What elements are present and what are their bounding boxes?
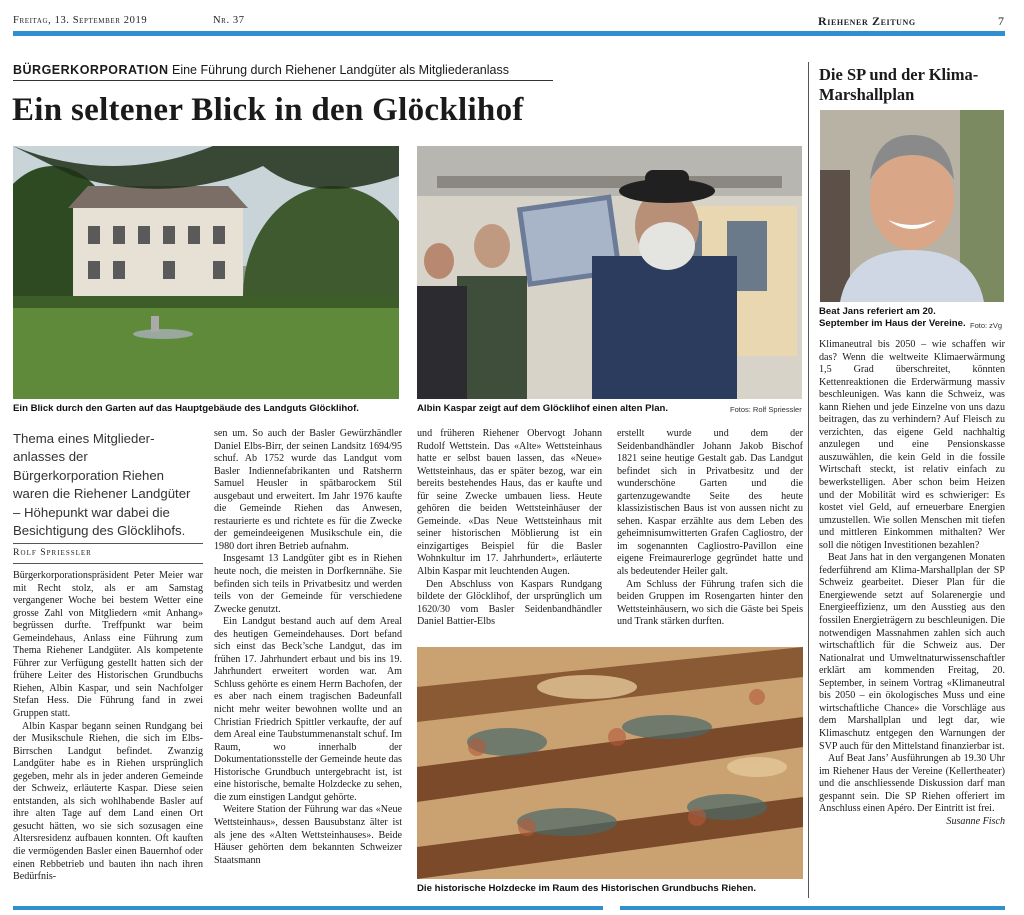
col3-paragraph: Den Abschluss von Kaspars Rundgang bildete der Glöcklihof, der ursprünglich um 1620/30 vom Basler Seidenbandhändler Daniel Battier-Elbs <box>417 578 602 628</box>
footer-rule-left <box>13 906 603 910</box>
sidebar-portrait <box>820 110 1004 302</box>
portrait-image <box>820 110 1004 302</box>
col2-paragraph: Insgesamt 13 Landgüter gibt es in Riehen heute noch, die meisten in Dorfkernnähe. Sie befinden sich teils in Privatbesitz und werden teils von der Gemeinde für verschiedene Zwecke genutzt. <box>214 553 402 615</box>
article-column-2 <box>214 428 402 894</box>
col4-paragraph: Am Schluss der Führung trafen sich die beiden Gruppen im Rosengarten hinter den Wettsteinhäusern, wo sich die Gäste bei Speis und Trank stärken durften. <box>617 578 803 628</box>
byline: Rolf Spriessler <box>13 547 92 558</box>
garden-photo-image <box>13 146 399 399</box>
article-column-1 <box>13 570 203 894</box>
photo-ceiling-caption: Die historische Holzdecke im Raum des Historischen Grundbuchs Riehen. <box>417 883 757 894</box>
ceiling-photo-image <box>417 647 803 879</box>
col2-paragraph: sen um. So auch der Basler Gewürzhändler Daniel Elbs-Birr, der seinen Landsitz 1694/95 schuf. Ab 1752 wurde das Landgut vom Basler Indiennefabrikanten und Ratsherrn Samuel Heusler in spätbarockem Stil ausgebaut und erweitert. Im Jahr 1976 kaufte die Gemeinde Riehen das Anwesen, restaurierte es und richtete es für die Zwecke der gemeindeeigenen Musikschule ein, die 1980 dort ihren Betrieb aufnahm. <box>214 428 402 552</box>
photo-kaspar-caption: Albin Kaspar zeigt auf dem Glöcklihof einen alten Plan. <box>417 403 669 414</box>
sidebar-paragraph: Beat Jans hat in den vergangenen Monaten federführend am Klima-Marshallplan der SP Schweiz gearbeitet. Dieser Plan für die Energiewende setzt auf Solarenergie und Energieeffizienz, um den Ausstieg aus den fossilen Energieträgern zu beschleunigen. Die notwendigen Massnahmen zahlen sich auch wirtschaftlich für die Schweiz aus. Der Nationalrat und Umweltnaturwissenschaftler erklärt am kommenden Freitag, 20. September, in seinem Vortrag «Klimaneutral bis 2050 – ein ökologisches Muss und eine wirtschaftliche Chance» die Vorschläge aus dem Marshallplan und legt dar, wie Klimaschutz entgegen den Warnungen der SVP auch für den Mittelstand finanzierbar ist. <box>819 552 1005 752</box>
kicker-label: BÜRGERKORPORATION <box>13 63 169 77</box>
column-divider <box>808 62 809 898</box>
sidebar-paragraph <box>819 753 1005 827</box>
headline: Ein seltener Blick in den Glöcklihof <box>12 92 524 128</box>
footer-rule-right <box>620 906 1005 910</box>
byline-rule-top <box>13 543 203 544</box>
photo-garden <box>13 146 399 399</box>
header-issue: Nr. 37 <box>213 15 245 26</box>
col3-paragraph: und früheren Riehener Obervogt Johann Rudolf Wettstein. Das «Alte» Wettsteinhaus hatte er selbst bauen lassen, das «Neue» Wettsteinhaus, das er später bezog, war ein bereits bestehendes Haus, das er kaufte und für seine Zwecke umbauen liess. Heute gehören die beiden Wettsteinhäuser der Gemeinde. «Das Neue Wettsteinhaus mit seiner historischen Möblierung ist ein einzigartiges Beispiel für die Basler Wohnkultur im 17. Jahrhundert», erläuterte Albin Kaspar mit leuchtenden Augen. <box>417 428 602 578</box>
sidebar-signature: Susanne Fisch <box>946 815 1005 827</box>
photo-kaspar <box>417 146 802 399</box>
col4-paragraph: erstellt wurde und dem der Seidenbandhändler Johann Jakob Bischof 1821 seine heutige Gestalt gab. Das Landgut befindet sich in Privatbesitz und der wunderschöne Garten und die gartenzugewandte Seite des heute klassizistischen Baus ist von aussen nicht zu sehen. Kaspar erzählte aus dem Leben des geheimnisumwitterten Grafen Cagliostro, der im sogenannten Cagliostro-Pavillon eine eigene Freimaurerloge gegründet hatte und als bedeutender Heiler galt. <box>617 428 803 578</box>
photo-garden-caption: Ein Blick durch den Garten auf das Hauptgebäude des Landguts Glöcklihof. <box>13 403 359 414</box>
sidebar-paragraph: Klimaneutral bis 2050 – wie schaffen wir das? Wenn die weltweite Klimaerwärmung 1,5 Grad überschreitet, könnten Kettenreaktionen die Erderwärmung massiv beschleunigen. Was kann die Schweiz, was kann Riehen und jede Einzelne von uns dazu beitragen, das zu verhindern? Auf Fleisch zu verzichten, das eigene Geld nachhaltig anzulegen und eine Pensionskasse auszuwählen, die kein Geld in die fossile Wirtschaft steckt, ist relativ einfach zu bewerkstelligen. Aber schon beim Heizen und der Mobilität wird es schwieriger: Es kostet viel Geld, auf erneuerbare Energien umzustellen. Wie sollen Menschen mit tiefen und mittleren Einkommen mithalten? Wer soll die nötigen Investitionen bezahlen? <box>819 339 1005 551</box>
sidebar-paragraph-text: Auf Beat Jans’ Ausführungen ab 19.30 Uhr im Riehener Haus der Vereine (Kellertheater) und die anschliessende Diskussion darf man gespannt sein. Die SP Riehen offeriert im Anschluss einen Apéro. Der Eintritt ist frei. <box>819 753 1005 815</box>
byline-rule-bottom <box>13 563 203 564</box>
kicker-text: Eine Führung durch Riehener Landgüter als Mitgliederanlass <box>171 63 509 77</box>
photo-ceiling <box>417 647 803 879</box>
kicker <box>13 63 509 77</box>
kaspar-photo-image <box>417 146 802 399</box>
sidebar-body <box>819 339 1005 899</box>
photo-credit: Fotos: Rolf Spriessler <box>730 405 802 414</box>
header-page-number: 7 <box>998 14 1005 28</box>
sidebar-headline: Die SP und der Klima-Marshallplan <box>819 65 979 104</box>
lead-text: Thema eines Mitgliederanlasses der Bürgerkorporation Riehen waren die Riehener Landgüter – Höhepunkt war dabei die Besichtigung des Glöcklihofs. <box>13 431 191 539</box>
header-paper-name: Riehener Zeitung <box>818 14 916 28</box>
col1-paragraph: Bürgerkorporationspräsident Peter Meier war mit Recht stolz, als er am Samstag vergangener Woche bei bestem Wetter eine grosse Zahl von Mitgliedern «mit Anhang» begrüssen durfte. Treffpunkt war beim Gemeindehaus, Anlass eine Führung zum Thema Riehener Landgüter. Als kompetente Führer zur Verfügung gestellt hatten sich der frühere Leiter des Historischen Grundbuchs Riehen, Albin Kaspar, und sein Nachfolger Stefan Hess. Die Führung fand in zwei Gruppen statt. <box>13 570 203 720</box>
col2-paragraph: Weitere Station der Führung war das «Neue Wettsteinhaus», dessen Bausubstanz älter ist als jene des «Alten Wettsteinhauses». Beide Häuser gehörten dem bekannten Schweizer Staatsmann <box>214 804 402 866</box>
kicker-underline <box>13 80 553 81</box>
col1-paragraph: Albin Kaspar begann seinen Rundgang bei der Musikschule Riehen, die sich im Elbs-Birrschen Landgut befindet. Zwanzig Landgüter habe es in Riehen ursprünglich gegeben, mehr als in jeder anderen Gemeinde der Schweiz, erläuterte Kaspar. Diese seien entstanden, als sich wohlhabende Basler auf ihre alten Tage auf dem Land einen Ort gesucht hätten, wo sie sich sozusagen eine Altersresidenz aufbauen konnten. Oft kauften die vermögenden Basler einen Bauernhof oder einen Rebbetrieb und bauten ihn nach ihren Bedürfnis- <box>13 720 203 883</box>
header-rule <box>13 31 1005 36</box>
col2-paragraph: Ein Landgut bestand auch auf dem Areal des heutigen Gemeindehauses. Dort befand sich einst das Beck’sche Landgut, das im frühen 17. Jahrhundert erbaut und bis ins 19. Jahrhundert erweitert worden war. Am Schluss gehörte es einem Herrn Bachofen, der es aber nach einem tragischen Badeunfall nicht mehr weiter bewohnen wollte und an Christian Friedrich Spittler verkaufte, der auf dem Areal eine Taubstummenanstalt schuf. Im Raum, wo innerhalb der Dokumentationsstelle der Gemeinde heute das Historische Grundbuch untergebracht ist, ist eine historische, bemalte Holzdecke zu sehen, die zum einstigen Landgut gehörte. <box>214 616 402 803</box>
header-date: Freitag, 13. September 2019 <box>13 15 148 26</box>
sidebar-photo-credit: Foto: zVg <box>970 321 1003 330</box>
sidebar-photo-caption: Beat Jans referiert am 20. September im Haus der Vereine. <box>819 306 966 329</box>
article-column-3 <box>417 428 602 634</box>
article-column-4 <box>617 428 803 634</box>
